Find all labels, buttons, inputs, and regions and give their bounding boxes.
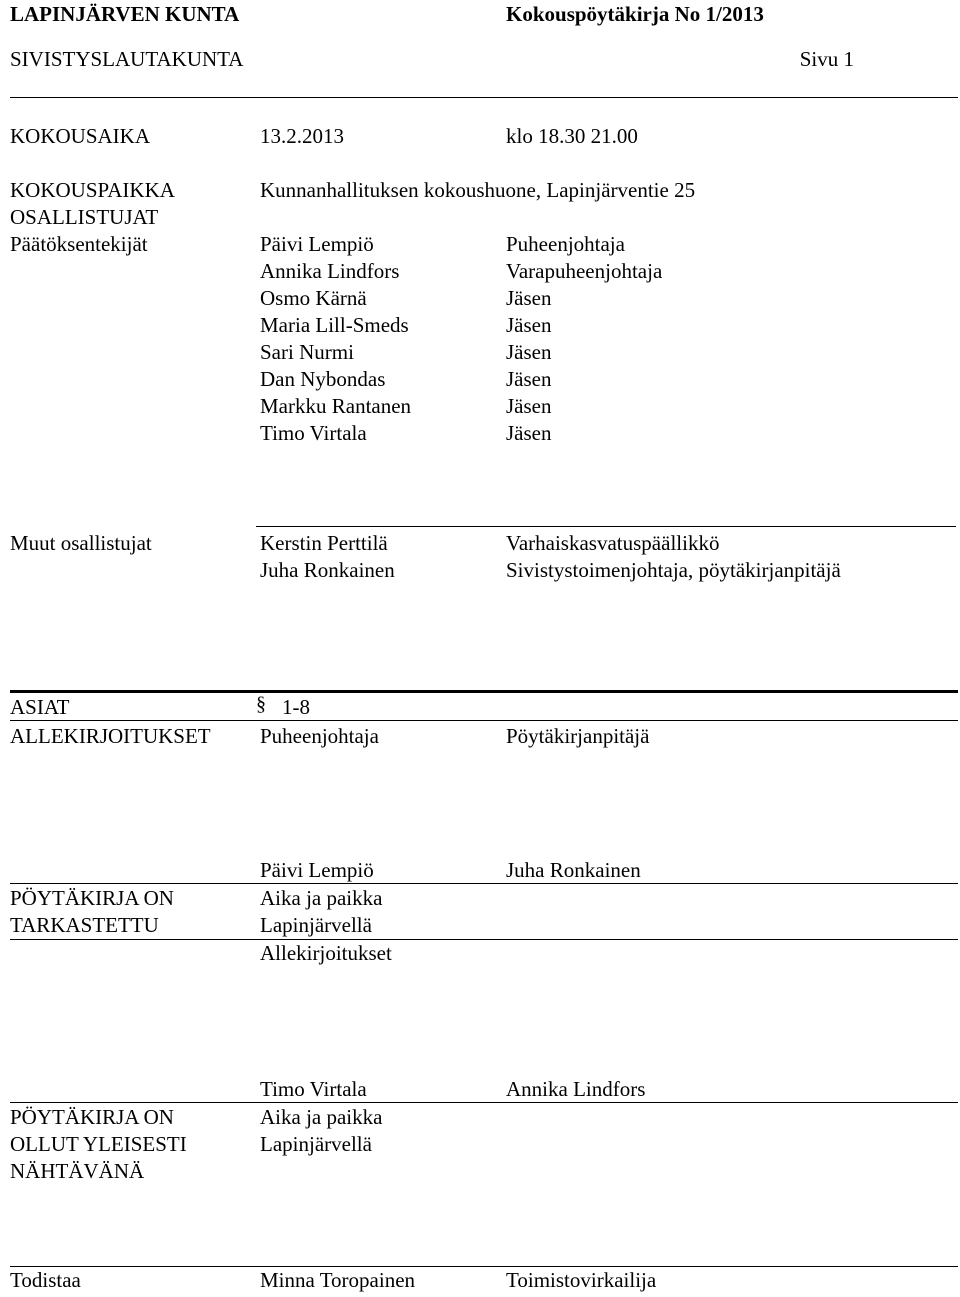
- matters-value: 1-8: [282, 695, 310, 719]
- meeting-time: klo 18.30 21.00: [506, 124, 638, 148]
- certifier-title: Toimistovirkailija: [506, 1268, 657, 1292]
- section-divider: [10, 883, 958, 884]
- org-name: LAPINJÄRVEN KUNTA: [10, 2, 240, 26]
- time-place-label: Aika ja paikka: [260, 1105, 383, 1129]
- certify-label: Todistaa: [10, 1268, 81, 1292]
- member-role: Jäsen: [506, 313, 552, 337]
- displayed-label: PÖYTÄKIRJA ON: [10, 1105, 174, 1129]
- member-role: Varapuheenjohtaja: [506, 259, 663, 283]
- member-name: Maria Lill-Smeds: [260, 313, 409, 337]
- meeting-date: 13.2.2013: [260, 124, 344, 148]
- member-name: Timo Virtala: [260, 421, 367, 445]
- participant-name: Juha Ronkainen: [260, 558, 395, 582]
- member-name: Osmo Kärnä: [260, 286, 367, 310]
- section-divider: [10, 939, 958, 940]
- section-divider: [10, 1102, 958, 1103]
- location-text: Lapinjärvellä: [260, 913, 372, 937]
- location-text: Lapinjärvellä: [260, 1132, 372, 1156]
- participant-name: Kerstin Perttilä: [260, 531, 388, 555]
- checker-name: Juha Ronkainen: [506, 858, 641, 882]
- time-label: KOKOUSAIKA: [10, 124, 150, 148]
- chair-label: Puheenjohtaja: [260, 724, 379, 748]
- member-role: Jäsen: [506, 286, 552, 310]
- section-divider: [10, 1266, 958, 1267]
- participant-role: Varhaiskasvatuspäällikkö: [506, 531, 720, 555]
- checked-label: PÖYTÄKIRJA ON: [10, 886, 174, 910]
- header-divider: [10, 97, 958, 98]
- place-label: KOKOUSPAIKKA: [10, 178, 175, 202]
- section-divider: [10, 720, 958, 721]
- signatures-label: ALLEKIRJOITUKSET: [10, 724, 211, 748]
- others-label: Muut osallistujat: [10, 531, 152, 555]
- displayer-name: Timo Virtala: [260, 1077, 367, 1101]
- board-name: SIVISTYSLAUTAKUNTA: [10, 47, 244, 71]
- participants-label: OSALLISTUJAT: [10, 205, 159, 229]
- member-role: Jäsen: [506, 340, 552, 364]
- member-role: Jäsen: [506, 394, 552, 418]
- member-name: Markku Rantanen: [260, 394, 412, 418]
- checked-label: TARKASTETTU: [10, 913, 159, 937]
- time-place-label: Aika ja paikka: [260, 886, 383, 910]
- certifier-name: Minna Toropainen: [260, 1268, 416, 1292]
- document-title: Kokouspöytäkirja No 1/2013: [506, 2, 764, 26]
- section-sign-icon: §: [256, 693, 266, 715]
- member-name: Sari Nurmi: [260, 340, 354, 364]
- section-divider: [10, 690, 958, 693]
- displayer-name: Annika Lindfors: [506, 1077, 646, 1101]
- checker-name: Päivi Lempiö: [260, 858, 374, 882]
- participant-role: Sivistystoimenjohtaja, pöytäkirjanpitäjä: [506, 558, 841, 582]
- secretary-label: Pöytäkirjanpitäjä: [506, 724, 650, 748]
- decision-makers-label: Päätöksentekijät: [10, 232, 148, 256]
- meeting-place: Kunnanhallituksen kokoushuone, Lapinjärventie 25: [260, 178, 696, 202]
- member-name: Päivi Lempiö: [260, 232, 374, 256]
- member-role: Jäsen: [506, 367, 552, 391]
- member-role: Jäsen: [506, 421, 552, 445]
- page-number: Sivu 1: [799, 47, 854, 71]
- matters-label: ASIAT: [10, 695, 70, 719]
- section-divider: [256, 526, 956, 527]
- member-name: Dan Nybondas: [260, 367, 386, 391]
- displayed-label: OLLUT YLEISESTI: [10, 1132, 187, 1156]
- displayed-label: NÄHTÄVÄNÄ: [10, 1159, 145, 1183]
- member-name: Annika Lindfors: [260, 259, 400, 283]
- signatures-text: Allekirjoitukset: [260, 941, 392, 965]
- member-role: Puheenjohtaja: [506, 232, 625, 256]
